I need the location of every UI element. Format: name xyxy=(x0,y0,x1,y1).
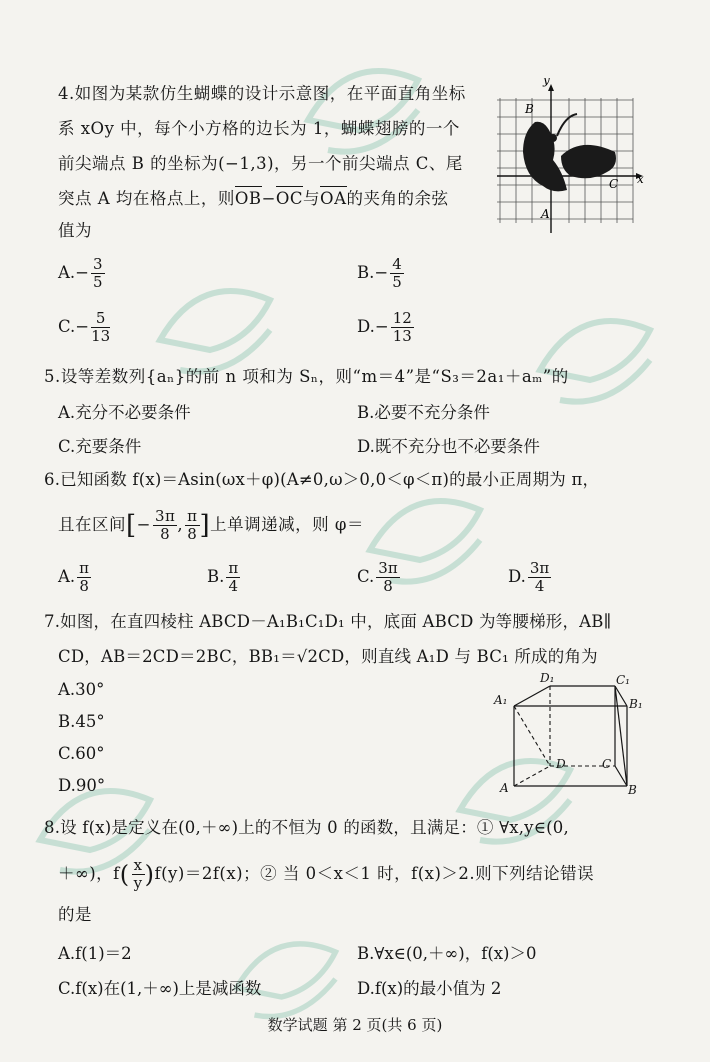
vector-arrow-icon xyxy=(320,186,346,187)
fig7-label-c1: C₁ xyxy=(616,673,630,687)
q7-option-c: C.60° xyxy=(58,744,105,763)
vector-minus: − xyxy=(261,189,276,208)
fig4-label-x: x xyxy=(637,172,644,186)
fig7-label-b: B xyxy=(628,783,637,797)
q4-line-5: 值为 xyxy=(58,221,92,240)
q4-line-1: 4.如图为某款仿生蝴蝶的设计示意图，在平面直角坐标 xyxy=(58,84,466,103)
q7-option-d: D.90° xyxy=(58,776,106,795)
fig4-label-c: C xyxy=(609,177,619,191)
fig4-label-b: B xyxy=(525,102,534,116)
page-footer: 数学试题 第 2 页(共 6 页) xyxy=(267,1016,443,1034)
fig7-label-d: D xyxy=(556,757,566,771)
q7-option-a: A.30° xyxy=(58,680,105,699)
q4-line-4-text: 突点 A 均在格点上，则 xyxy=(58,189,235,208)
right-bracket: ] xyxy=(199,510,211,541)
prism-figure xyxy=(490,668,650,800)
q8-option-a: A.f(1)＝2 xyxy=(58,944,132,963)
vector-oc: OC xyxy=(276,188,303,210)
vector-oa: OA xyxy=(320,188,346,210)
fig4-label-a: A xyxy=(541,207,550,221)
fig7-label-c: C xyxy=(602,757,612,771)
fig4-label-y: y xyxy=(543,78,550,87)
q7-line-1: 7.如图，在直四棱柱 ABCD－A₁B₁C₁D₁ 中，底面 ABCD 为等腰梯形，AB∥ xyxy=(44,612,612,631)
left-bracket: [ xyxy=(126,510,137,541)
q4-line-4 xyxy=(58,188,449,210)
fig7-label-d1: D₁ xyxy=(540,671,555,685)
q8-option-b: B.∀x∈(0,＋∞)，f(x)＞0 xyxy=(357,944,537,963)
q4-option-b: B.− $\frac{4}{5}$ xyxy=(357,255,402,291)
q4-option-c: C.− $\frac{5}{13}$ xyxy=(58,309,111,345)
q6-line-1: 6.已知函数 f(x)＝Asin(ωx＋φ)(A≠0,ω＞0,0＜φ＜π)的最小正周期为 π， xyxy=(44,470,600,489)
q8-line-1: 8.设 f(x)是定义在(0,＋∞)上的不恒为 0 的函数，且满足：① ∀x,y∈(0, xyxy=(44,818,569,837)
fig7-label-a1: A₁ xyxy=(494,693,508,707)
vector-arrow-icon xyxy=(276,186,303,187)
q4-option-a: A.− $\frac{3}{5}$ xyxy=(58,255,103,291)
q7-line-2: CD，AB＝2CD＝2BC，BB₁＝√2CD，则直线 A₁D 与 BC₁ 所成的角为 xyxy=(58,647,598,666)
q6-option-d: D. $\frac{3\pi}{4}$ xyxy=(508,559,550,595)
q4-line-2: 系 xOy 中，每个小方格的边长为 1，蝴蝶翅膀的一个 xyxy=(58,119,460,138)
q4-line-3: 前尖端点 B 的坐标为(−1,3)，另一个前尖端点 C、尾 xyxy=(58,154,463,173)
q8-line-2-post: f(y)＝2f(x)；② 当 0＜x＜1 时，f(x)＞2.则下列结论错误 xyxy=(154,864,595,883)
q5-option-d: D.既不充分也不必要条件 xyxy=(357,437,540,456)
fig7-label-b1: B₁ xyxy=(629,697,643,711)
watermark-logo-icon xyxy=(500,250,710,450)
q6-line-2: 且在区间[− $\frac{3\pi}{8}$ , $\frac{\pi}{8}$ ]上单调递减，则 φ＝ xyxy=(58,507,364,543)
q8-option-d: D.f(x)的最小值为 2 xyxy=(357,979,502,998)
butterfly-grid-figure xyxy=(495,78,645,238)
q6-option-a: A. $\frac{\pi}{8}$ xyxy=(58,559,90,595)
q6-option-c: C. $\frac{3\pi}{8}$ xyxy=(357,559,398,595)
q6-line-2-pre: 且在区间 xyxy=(58,515,126,534)
vector-with: 与 xyxy=(303,189,321,208)
q5-stem: 5.设等差数列{aₙ}的前 n 项和为 Sₙ，则“m＝4”是“S₃＝2a₁＋aₘ”的 xyxy=(44,367,569,386)
q8-line-3: 的是 xyxy=(58,905,92,924)
q7-option-b: B.45° xyxy=(58,712,105,731)
fig7-label-a: A xyxy=(500,781,509,795)
watermark-logo-icon xyxy=(120,220,330,420)
q6-option-b: B. $\frac{\pi}{4}$ xyxy=(207,559,239,595)
left-paren: ( xyxy=(119,860,130,889)
q8-option-c: C.f(x)在(1,＋∞)上是减函数 xyxy=(58,979,262,998)
vector-ob: OB xyxy=(235,188,262,210)
q5-option-b: B.必要不充分条件 xyxy=(357,403,490,422)
vector-arrow-icon xyxy=(235,186,262,187)
q8-line-2: ＋∞)，f( $\frac{x}{y}$ )f(y)＝2f(x)；② 当 0＜x＜1 时，f(x)＞2.则下列结论错误 xyxy=(58,856,595,892)
right-paren: ) xyxy=(144,860,155,889)
q8-line-2-pre: ＋∞)，f xyxy=(58,864,120,883)
q4-line-4-tail: 的夹角的余弦 xyxy=(346,189,449,208)
q6-line-2-post: 上单调递减，则 φ＝ xyxy=(210,515,364,534)
q5-option-c: C.充要条件 xyxy=(58,437,142,456)
q4-option-d: D.− $\frac{12}{13}$ xyxy=(357,309,412,345)
q5-option-a: A.充分不必要条件 xyxy=(58,403,191,422)
